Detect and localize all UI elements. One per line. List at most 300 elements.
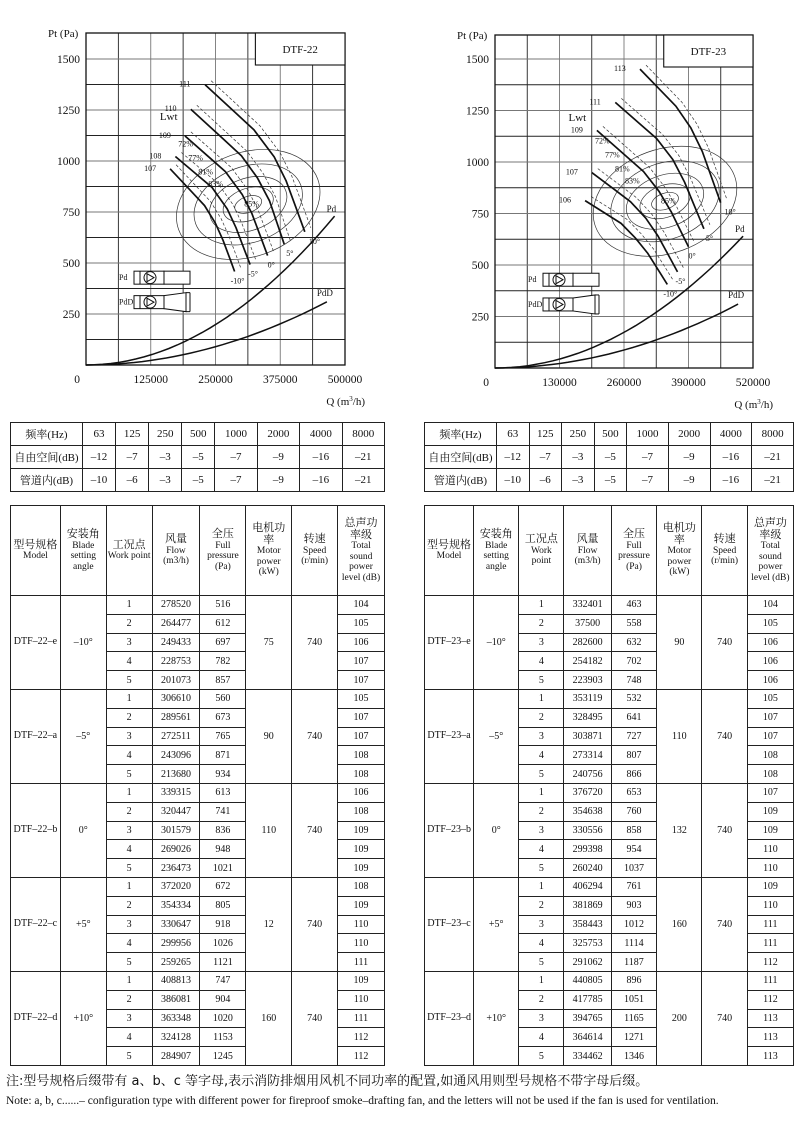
perf-header-sound	[338, 506, 385, 596]
angle-label: -5°	[248, 269, 258, 279]
noise-row-label: 管道内(dB)	[425, 469, 497, 492]
sound-level-cell: 107	[747, 783, 793, 802]
lwt-level-label: 107	[565, 167, 578, 177]
flow-cell: 372020	[152, 877, 200, 896]
sound-level-cell: 106	[747, 652, 793, 671]
sound-level-cell: 105	[747, 614, 793, 633]
pressure-cell: 836	[200, 821, 246, 840]
sound-level-cell: 111	[747, 934, 793, 953]
pressure-cell: 727	[611, 727, 657, 746]
sound-level-cell: 110	[747, 859, 793, 878]
noise-cell: 8000	[752, 423, 794, 446]
sound-level-cell: 105	[338, 689, 385, 708]
speed-cell: 740	[292, 596, 338, 690]
header-cn-label: 总声功率级	[753, 517, 787, 541]
pdd-label: PdD	[316, 287, 333, 298]
model-cell: DTF–23–a	[425, 689, 474, 783]
perf-row	[425, 877, 794, 896]
pressure-cell: 903	[611, 896, 657, 915]
header-cn-label: 全压	[211, 528, 234, 540]
pressure-cell: 1165	[611, 1009, 657, 1028]
pd-label: Pd	[326, 204, 337, 215]
noise-cell: –16	[710, 446, 752, 469]
perf-row	[425, 783, 794, 802]
work-point-cell: 5	[106, 953, 152, 972]
noise-cell: –3	[562, 446, 595, 469]
noise-cell: 2000	[257, 423, 299, 446]
flow-cell: 201073	[152, 671, 200, 690]
efficiency-label: 85%	[661, 196, 676, 206]
flow-cell: 289561	[152, 708, 200, 727]
performance-table-dtf-22	[10, 505, 385, 1066]
pdd-label: PdD	[728, 290, 745, 301]
grid	[495, 35, 753, 368]
sound-level-cell: 109	[747, 802, 793, 821]
flow-cell: 332401	[564, 596, 611, 615]
perf-row	[11, 689, 385, 708]
performance-table-dtf-23	[424, 505, 794, 1066]
x-tick-label: 390000	[671, 377, 706, 389]
chart-dtf-23	[408, 0, 811, 415]
y-tick-label: 1250	[57, 105, 80, 117]
pressure-cell: 1187	[611, 953, 657, 972]
sound-level-cell: 107	[338, 708, 385, 727]
noise-cell: 4000	[710, 423, 752, 446]
work-point-cell: 3	[106, 633, 152, 652]
flow-cell: 272511	[152, 727, 200, 746]
pressure-cell: 1026	[200, 934, 246, 953]
sound-level-cell: 106	[747, 633, 793, 652]
header-cn-label: 总声功率级	[344, 517, 378, 541]
motor-power-cell: 90	[657, 596, 702, 690]
noise-row-label: 管道内(dB)	[11, 469, 83, 492]
pressure-cell: 948	[200, 840, 246, 859]
header-cn-label: 转速	[713, 533, 736, 546]
pressure-cell: 1121	[200, 953, 246, 972]
pressure-cell: 653	[611, 783, 657, 802]
header-cn-label: 风量	[165, 533, 187, 546]
sound-level-cell: 104	[747, 596, 793, 615]
flow-cell: 228753	[152, 652, 200, 671]
efficiency-label: 77%	[605, 150, 620, 160]
efficiency-label: 83%	[625, 176, 640, 186]
flow-cell: 354334	[152, 896, 200, 915]
flow-cell: 303871	[564, 727, 611, 746]
x-tick-label: 520000	[735, 377, 771, 389]
pressure-cell: 1271	[611, 1028, 657, 1047]
angle-cell: 0°	[474, 783, 519, 877]
work-point-cell: 1	[519, 877, 564, 896]
work-point-cell: 3	[106, 821, 152, 840]
pdd-pictogram-label: PdD	[528, 299, 543, 309]
noise-correction-table-dtf-23	[424, 422, 794, 492]
noise-cell: 4000	[300, 423, 342, 446]
sound-level-cell: 108	[747, 746, 793, 765]
model-cell: DTF–22–b	[11, 783, 61, 877]
perf-header-pressure	[200, 506, 246, 596]
noise-cell: –7	[215, 469, 257, 492]
angle-label: 10°	[724, 207, 736, 217]
sound-level-cell: 107	[747, 708, 793, 727]
pressure-cell: 1037	[611, 859, 657, 878]
sound-level-cell: 107	[338, 727, 385, 746]
sound-level-cell: 109	[338, 896, 385, 915]
sound-level-cell: 112	[747, 990, 793, 1009]
motor-power-cell: 160	[657, 877, 702, 971]
header-en-label: Model	[436, 551, 462, 561]
work-point-cell: 1	[519, 596, 564, 615]
work-point-cell: 3	[519, 1009, 564, 1028]
pressure-cell: 741	[200, 802, 246, 821]
work-point-cell: 4	[519, 652, 564, 671]
header-cn-label: 安装角	[479, 528, 513, 540]
header-en-label: Total sound power level (dB)	[751, 541, 790, 583]
sound-level-cell: 113	[747, 1009, 793, 1028]
lwt-dashed-curve	[191, 132, 274, 252]
noise-row	[11, 423, 385, 446]
pressure-cell: 560	[200, 689, 246, 708]
work-point-cell: 2	[106, 990, 152, 1009]
flow-cell: 260240	[564, 859, 611, 878]
sound-level-cell: 108	[747, 765, 793, 784]
speed-cell: 740	[292, 971, 338, 1065]
header-en-label: Full pressure (Pa)	[207, 540, 239, 572]
work-point-cell: 5	[519, 1047, 564, 1066]
pd-curve	[86, 216, 335, 365]
flow-cell: 325753	[564, 934, 611, 953]
speed-cell: 740	[702, 783, 747, 877]
sound-level-cell: 108	[338, 765, 385, 784]
sound-level-cell: 108	[338, 802, 385, 821]
perf-header-model	[11, 506, 61, 596]
work-point-cell: 3	[106, 915, 152, 934]
noise-cell: 1000	[627, 423, 669, 446]
x-tick-label: 0	[74, 374, 80, 386]
blade-angle-curve	[597, 130, 689, 246]
pressure-cell: 748	[611, 671, 657, 690]
pressure-cell: 1020	[200, 1009, 246, 1028]
angle-label: 0°	[688, 251, 696, 261]
header-cn-label: 工况点	[112, 538, 146, 551]
work-point-cell: 5	[519, 859, 564, 878]
flow-cell: 299956	[152, 934, 200, 953]
work-point-cell: 4	[106, 1028, 152, 1047]
perf-header-row	[11, 506, 385, 596]
work-point-cell: 4	[106, 840, 152, 859]
angle-label: 0°	[267, 260, 275, 270]
sound-level-cell: 109	[338, 840, 385, 859]
lwt-level-label: 109	[158, 130, 171, 140]
pressure-cell: 904	[200, 990, 246, 1009]
angle-cell: –10°	[60, 596, 106, 690]
lwt-level-label: 111	[179, 79, 191, 89]
noise-cell: –12	[83, 446, 116, 469]
pressure-cell: 807	[611, 746, 657, 765]
perf-row	[425, 971, 794, 990]
sound-level-cell: 109	[747, 877, 793, 896]
sound-level-cell: 111	[338, 1009, 385, 1028]
blade-angle-curve	[170, 169, 235, 272]
flow-cell: 386081	[152, 990, 200, 1009]
header-cn-label: 风量	[576, 533, 599, 546]
x-axis-label-q: Q (m	[734, 399, 758, 411]
y-tick-label: 250	[62, 309, 80, 321]
motor-power-cell: 90	[246, 689, 292, 783]
chart-dtf-23-svg	[408, 0, 811, 415]
noise-cell: –9	[257, 446, 299, 469]
work-point-cell: 1	[519, 689, 564, 708]
sound-level-cell: 111	[747, 971, 793, 990]
sound-level-cell: 106	[747, 671, 793, 690]
flow-cell: 339315	[152, 783, 200, 802]
lwt-level-label: 106	[559, 195, 572, 205]
x-tick-label: 500000	[327, 374, 363, 386]
pressure-cell: 558	[611, 614, 657, 633]
sound-level-cell: 104	[338, 596, 385, 615]
noise-cell: –5	[594, 446, 627, 469]
motor-power-cell: 132	[657, 783, 702, 877]
noise-cell: –6	[529, 469, 562, 492]
sound-level-cell: 107	[338, 671, 385, 690]
noise-cell: –21	[752, 446, 794, 469]
lwt-level-label: 108	[149, 151, 162, 161]
flow-cell: 236473	[152, 859, 200, 878]
blade-angle-curve	[191, 109, 284, 244]
motor-power-cell: 160	[246, 971, 292, 1065]
chart-dtf-22-svg	[0, 0, 405, 415]
header-en-label: Full pressure (Pa)	[618, 540, 650, 572]
sound-level-cell: 110	[338, 990, 385, 1009]
model-cell: DTF–23–e	[425, 596, 474, 690]
noise-row-label: 自由空间(dB)	[425, 446, 497, 469]
header-cn-label: 型号规格	[427, 538, 472, 551]
flow-cell: 406294	[564, 877, 611, 896]
sound-level-cell: 113	[747, 1028, 793, 1047]
model-cell: DTF–23–c	[425, 877, 474, 971]
noise-row	[425, 423, 794, 446]
noise-cell: –9	[668, 446, 710, 469]
pressure-cell: 866	[611, 765, 657, 784]
noise-cell: –7	[627, 469, 669, 492]
speed-cell: 740	[292, 783, 338, 877]
perf-header-speed	[702, 506, 747, 596]
y-tick-label: 1500	[57, 54, 80, 66]
angle-label: 10°	[308, 236, 321, 246]
work-point-cell: 2	[519, 708, 564, 727]
speed-cell: 740	[702, 596, 747, 690]
work-point-cell: 4	[519, 746, 564, 765]
pd-fan-pictogram	[528, 273, 599, 286]
work-point-cell: 4	[519, 934, 564, 953]
perf-header-point	[106, 506, 152, 596]
header-en-label: Flow (m3/h)	[574, 545, 601, 567]
work-point-cell: 5	[519, 953, 564, 972]
noise-cell: –16	[710, 469, 752, 492]
work-point-cell: 2	[519, 896, 564, 915]
pressure-cell: 871	[200, 746, 246, 765]
work-point-cell: 1	[106, 971, 152, 990]
work-point-cell: 4	[106, 746, 152, 765]
work-point-cell: 2	[519, 990, 564, 1009]
work-point-cell: 4	[106, 652, 152, 671]
noise-cell: –9	[257, 469, 299, 492]
speed-cell: 740	[702, 971, 747, 1065]
work-point-cell: 2	[106, 896, 152, 915]
model-cell: DTF–23–b	[425, 783, 474, 877]
pressure-cell: 857	[200, 671, 246, 690]
lwt-level-label: 113	[614, 64, 626, 74]
noise-cell: –3	[562, 469, 595, 492]
pressure-cell: 1012	[611, 915, 657, 934]
chart-title: DTF-22	[282, 44, 318, 56]
y-tick-label: 750	[471, 208, 489, 221]
noise-row	[11, 446, 385, 469]
sound-level-cell: 109	[338, 821, 385, 840]
noise-cell: –6	[116, 469, 149, 492]
flow-cell: 299398	[564, 840, 611, 859]
speed-cell: 740	[292, 689, 338, 783]
x-tick-label: 250000	[198, 374, 233, 386]
header-en-label: Total sound power level (dB)	[341, 541, 381, 583]
lwt-label: Lwt	[568, 111, 587, 124]
header-en-label: Blade setting angle	[70, 540, 96, 572]
work-point-cell: 2	[519, 614, 564, 633]
pressure-cell: 463	[611, 596, 657, 615]
header-en-label: Speed (r/min)	[711, 545, 739, 567]
pressure-cell: 918	[200, 915, 246, 934]
noise-row	[425, 469, 794, 492]
flow-cell: 243096	[152, 746, 200, 765]
noise-row-label: 频率(Hz)	[11, 423, 83, 446]
angle-cell: +10°	[60, 971, 106, 1065]
efficiency-label: 81%	[615, 164, 630, 174]
efficiency-label: 72%	[178, 139, 193, 149]
sound-level-cell: 112	[338, 1028, 385, 1047]
noise-cell: 8000	[342, 423, 384, 446]
efficiency-label: 85%	[244, 199, 259, 209]
x-tick-label: 375000	[263, 374, 298, 386]
noise-cell: –5	[182, 446, 215, 469]
sound-level-cell: 106	[338, 783, 385, 802]
sound-level-cell: 112	[747, 953, 793, 972]
header-en-label: Work point	[530, 545, 552, 567]
flow-cell: 376720	[564, 783, 611, 802]
noise-cell: –7	[529, 446, 562, 469]
sound-level-cell: 106	[338, 633, 385, 652]
chart-dtf-22	[0, 0, 405, 415]
flow-cell: 213680	[152, 765, 200, 784]
pressure-cell: 805	[200, 896, 246, 915]
perf-header-point	[519, 506, 564, 596]
pressure-cell: 673	[200, 708, 246, 727]
noise-cell: 2000	[668, 423, 710, 446]
work-point-cell: 1	[106, 596, 152, 615]
header-cn-label: 型号规格	[13, 538, 58, 551]
pdd-pictogram-label: PdD	[119, 297, 134, 307]
speed-cell: 740	[702, 689, 747, 783]
x-tick-label: 0	[483, 377, 489, 389]
header-cn-label: 电机功率	[662, 522, 696, 546]
model-cell: DTF–22–e	[11, 596, 61, 690]
motor-power-cell: 75	[246, 596, 292, 690]
noise-row	[425, 446, 794, 469]
flow-cell: 394765	[564, 1009, 611, 1028]
motor-power-cell: 110	[246, 783, 292, 877]
sound-level-cell: 109	[747, 821, 793, 840]
noise-cell: –7	[215, 446, 257, 469]
work-point-cell: 1	[106, 689, 152, 708]
header-cn-label: 工况点	[524, 533, 558, 546]
pressure-cell: 858	[611, 821, 657, 840]
x-tick-label: 260000	[606, 377, 642, 389]
noise-cell: 125	[116, 423, 149, 446]
pd-pictogram-label: Pd	[528, 275, 537, 285]
pd-label: Pd	[735, 224, 745, 235]
header-cn-label: 全压	[622, 528, 645, 540]
work-point-cell: 5	[519, 671, 564, 690]
work-point-cell: 4	[519, 1028, 564, 1047]
chart-title-box	[664, 35, 753, 67]
model-cell: DTF–22–a	[11, 689, 61, 783]
flow-cell: 306610	[152, 689, 200, 708]
angle-label: 5°	[705, 233, 714, 243]
work-point-cell: 5	[106, 859, 152, 878]
pressure-cell: 1021	[200, 859, 246, 878]
lwt-level-label: 110	[164, 104, 177, 114]
sound-level-cell: 105	[747, 689, 793, 708]
flow-cell: 291062	[564, 953, 611, 972]
pressure-cell: 1346	[611, 1047, 657, 1066]
work-point-cell: 2	[106, 802, 152, 821]
angle-cell: –5°	[474, 689, 519, 783]
y-tick-label: 1500	[466, 54, 489, 66]
flow-cell: 259265	[152, 953, 200, 972]
noise-cell: –21	[752, 469, 794, 492]
pressure-cell: 672	[200, 877, 246, 896]
y-tick-label: 1000	[57, 156, 80, 168]
noise-cell: 500	[182, 423, 215, 446]
flow-cell: 269026	[152, 840, 200, 859]
flow-cell: 284907	[152, 1047, 200, 1066]
angle-cell: +5°	[60, 877, 106, 971]
work-point-cell: 1	[519, 783, 564, 802]
flow-cell: 417785	[564, 990, 611, 1009]
perf-header-row	[425, 506, 794, 596]
angle-label: 5°	[286, 249, 294, 259]
work-point-cell: 1	[106, 877, 152, 896]
header-cn-label: 安装角	[66, 528, 100, 540]
noise-correction-table-dtf-22	[10, 422, 385, 492]
sound-level-cell: 105	[338, 614, 385, 633]
note-english: Note: a, b, c......– configuration type with different power for fireproof smoke–drafting fan, and the letters will not be used if the fan is used for ventilation.	[6, 1095, 719, 1107]
x-tick-label: 130000	[542, 377, 577, 389]
work-point-cell: 4	[106, 934, 152, 953]
pressure-cell: 782	[200, 652, 246, 671]
motor-power-cell: 110	[657, 689, 702, 783]
pressure-cell: 765	[200, 727, 246, 746]
x-axis-label-unit: /h)	[760, 399, 773, 411]
pdd-fan-pictogram	[119, 293, 190, 312]
angle-cell: –5°	[60, 689, 106, 783]
sound-level-cell: 113	[747, 1047, 793, 1066]
pd-pictogram-label: Pd	[119, 273, 128, 283]
flow-cell: 324128	[152, 1028, 200, 1047]
work-point-cell: 3	[106, 727, 152, 746]
efficiency-label: 81%	[198, 167, 213, 177]
speed-cell: 740	[292, 877, 338, 971]
noise-cell: –3	[149, 446, 182, 469]
work-point-cell: 3	[519, 821, 564, 840]
